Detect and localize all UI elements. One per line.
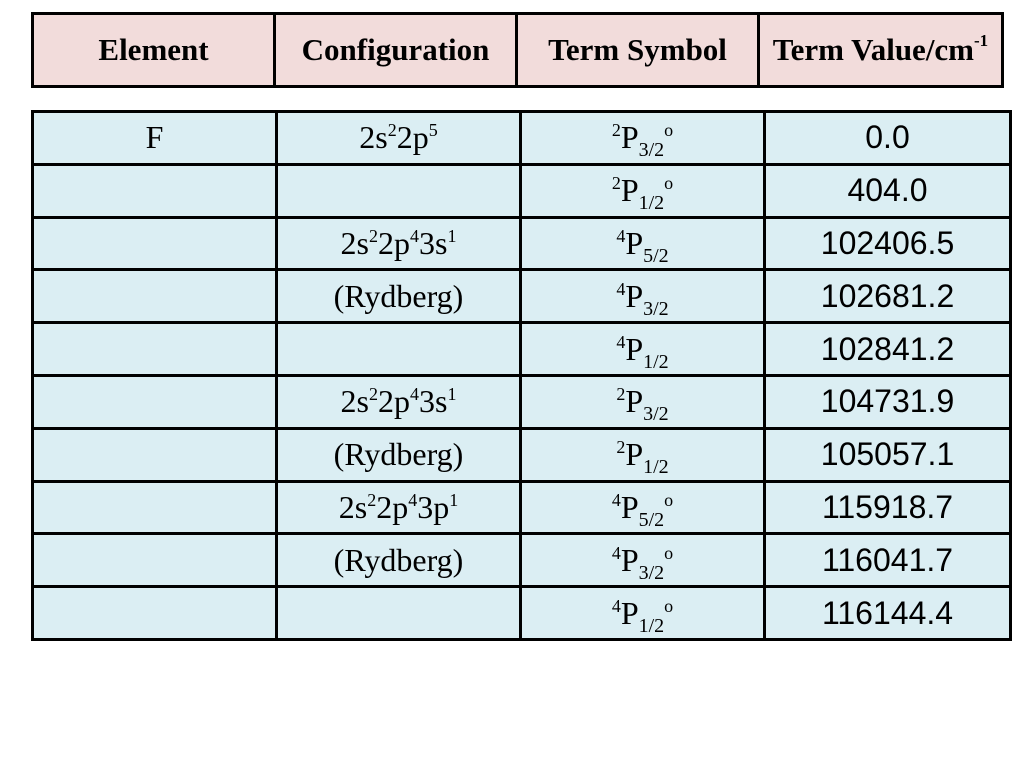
term-multiplicity: 2 (611, 173, 621, 194)
term-value-cell: 104731.9 (765, 375, 1011, 428)
configuration-text: 3s (419, 224, 448, 261)
element-cell (33, 375, 277, 428)
term-multiplicity: 4 (611, 542, 621, 563)
term-parity: o (664, 595, 674, 616)
term-symbol-cell (521, 375, 765, 428)
element-cell (33, 323, 277, 376)
term-j: 3/2 (643, 403, 669, 426)
configuration-text: 3p (417, 488, 450, 525)
header-term-value-base: Term Value/cm (772, 32, 975, 67)
term-value-cell: 404.0 (765, 164, 1011, 217)
configuration-cell (277, 270, 521, 323)
term-j: 1/2 (638, 192, 665, 215)
configuration-cell (277, 534, 521, 587)
configuration-cell (277, 112, 521, 165)
term-letter: P (625, 330, 644, 367)
term-symbol-cell (521, 270, 765, 323)
configuration-superscript: 1 (447, 384, 457, 405)
configuration-superscript: 2 (369, 384, 378, 405)
configuration-text: 2s (338, 488, 368, 525)
element-cell (33, 428, 277, 481)
term-parity: o (664, 173, 674, 194)
term-symbol-cell (521, 481, 765, 534)
term-multiplicity: 4 (611, 595, 621, 616)
table-row (33, 217, 1011, 270)
configuration-text: 2p (396, 119, 429, 156)
header-row (33, 14, 1003, 87)
term-letter: P (625, 224, 644, 261)
table-row (33, 323, 1011, 376)
term-letter: P (620, 488, 639, 525)
configuration-superscript: 4 (410, 384, 419, 405)
element-cell (33, 270, 277, 323)
element-cell (33, 217, 277, 270)
term-symbol-cell (521, 587, 765, 640)
configuration-superscript: 1 (447, 225, 457, 246)
term-value-cell: 115918.7 (765, 481, 1011, 534)
configuration-superscript: 4 (410, 225, 419, 246)
header-table (31, 12, 1004, 88)
table-row (33, 428, 1011, 481)
term-letter: P (620, 172, 639, 209)
element-cell: F (33, 112, 277, 165)
term-value-cell: 102406.5 (765, 217, 1011, 270)
header-configuration: Configuration (275, 14, 517, 87)
configuration-text: 2s (340, 383, 369, 420)
data-body (33, 112, 1011, 640)
configuration-text: 3s (419, 383, 448, 420)
configuration-superscript: 2 (387, 120, 397, 141)
configuration-cell (277, 587, 521, 640)
header-term-value-exponent: -1 (974, 31, 989, 50)
term-j: 1/2 (638, 614, 665, 637)
table-row (33, 112, 1011, 165)
element-cell (33, 534, 277, 587)
configuration-superscript: 4 (408, 489, 418, 510)
term-parity: o (664, 120, 674, 141)
term-symbol-cell (521, 112, 765, 165)
data-table (31, 110, 1012, 641)
term-symbol-cell (521, 428, 765, 481)
table-row (33, 481, 1011, 534)
term-letter: P (625, 436, 644, 473)
table-row (33, 270, 1011, 323)
term-j: 3/2 (638, 139, 665, 162)
configuration-text: 2p (378, 224, 410, 261)
configuration-cell (277, 323, 521, 376)
term-multiplicity: 2 (616, 437, 626, 458)
configuration-text: (Rydberg) (333, 436, 464, 473)
element-cell (33, 587, 277, 640)
table-row (33, 587, 1011, 640)
term-value-cell: 105057.1 (765, 428, 1011, 481)
configuration-superscript: 5 (428, 120, 438, 141)
term-multiplicity: 2 (616, 384, 626, 405)
term-multiplicity: 4 (611, 489, 621, 510)
header-term-value (759, 14, 1003, 87)
configuration-superscript: 2 (369, 225, 378, 246)
configuration-cell (277, 375, 521, 428)
configuration-cell (277, 217, 521, 270)
term-multiplicity: 4 (616, 278, 626, 299)
term-letter: P (620, 119, 639, 156)
term-value-cell: 116144.4 (765, 587, 1011, 640)
configuration-text: 2s (340, 224, 369, 261)
element-cell (33, 481, 277, 534)
term-j: 1/2 (643, 456, 669, 479)
configuration-superscript: 1 (449, 489, 459, 510)
term-value-cell: 102841.2 (765, 323, 1011, 376)
configuration-text: 2s (359, 119, 388, 156)
term-letter: P (625, 277, 644, 314)
element-cell (33, 164, 277, 217)
header-term-symbol: Term Symbol (517, 14, 759, 87)
term-multiplicity: 4 (616, 225, 626, 246)
term-j: 3/2 (643, 297, 669, 320)
term-j: 5/2 (643, 244, 669, 267)
term-value-cell: 116041.7 (765, 534, 1011, 587)
term-j: 3/2 (638, 561, 665, 584)
term-value-cell: 0.0 (765, 112, 1011, 165)
term-j: 1/2 (643, 350, 669, 373)
term-parity: o (664, 542, 674, 563)
term-letter: P (620, 541, 639, 578)
term-symbol-cell (521, 217, 765, 270)
term-symbol-cell (521, 164, 765, 217)
term-parity: o (664, 489, 674, 510)
configuration-cell (277, 481, 521, 534)
configuration-text: (Rydberg) (333, 541, 464, 578)
configuration-superscript: 2 (367, 489, 377, 510)
term-value-cell: 102681.2 (765, 270, 1011, 323)
term-multiplicity: 4 (616, 331, 626, 352)
term-j: 5/2 (638, 508, 665, 531)
table-row (33, 534, 1011, 587)
term-letter: P (620, 594, 639, 631)
header-element: Element (33, 14, 275, 87)
table-row (33, 164, 1011, 217)
term-letter: P (625, 383, 644, 420)
configuration-text: 2p (376, 488, 409, 525)
term-multiplicity: 2 (611, 120, 621, 141)
configuration-cell (277, 428, 521, 481)
term-symbol-cell (521, 534, 765, 587)
configuration-cell (277, 164, 521, 217)
table-row (33, 375, 1011, 428)
configuration-text: (Rydberg) (333, 277, 464, 314)
configuration-text: 2p (378, 383, 410, 420)
term-symbol-cell (521, 323, 765, 376)
